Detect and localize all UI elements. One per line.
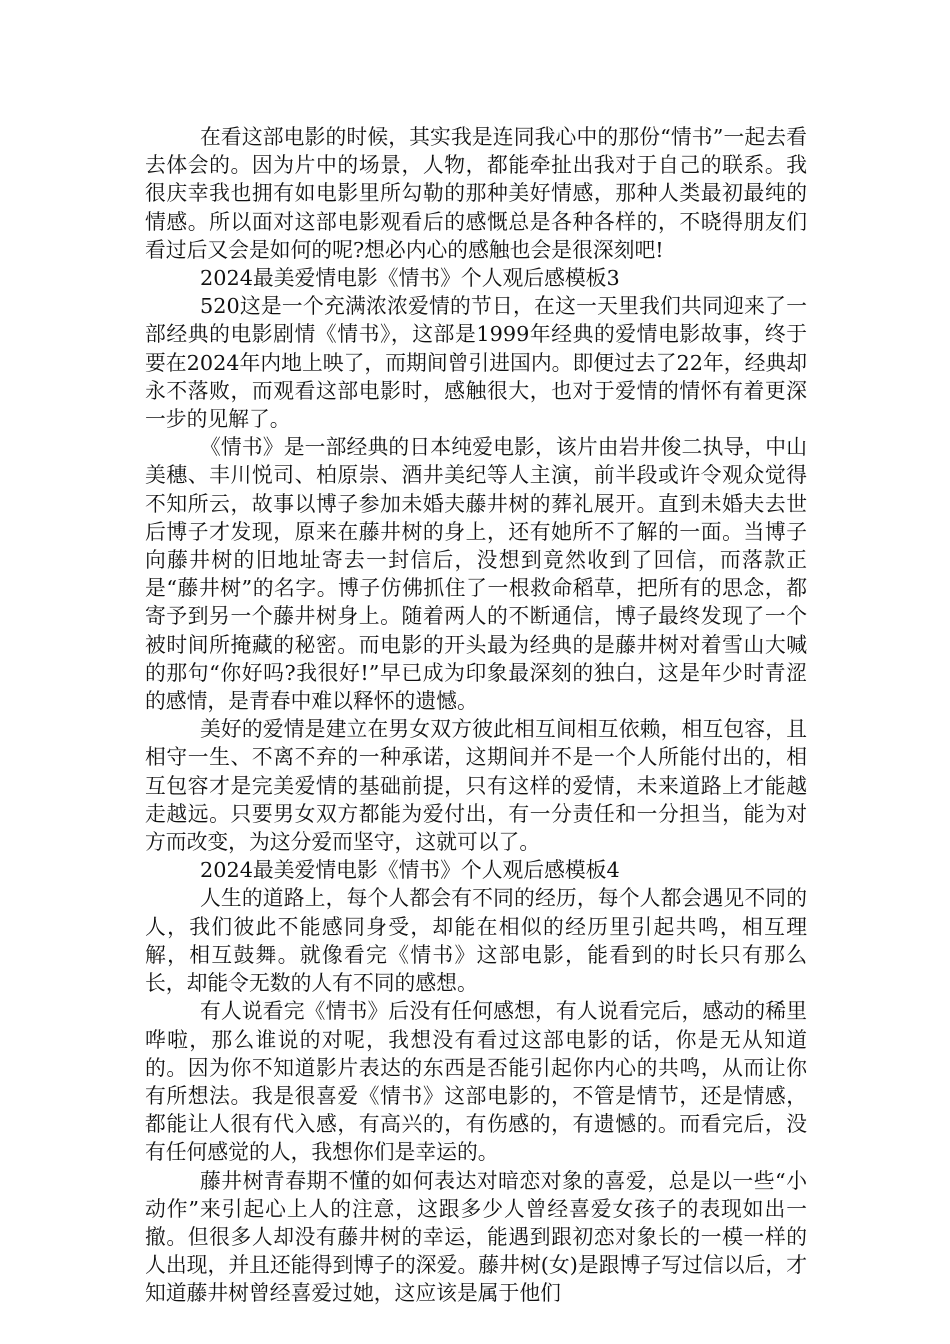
section-heading-template-4: 2024最美爱情电影《情书》个人观后感模板4 [200,858,620,883]
paragraph-520-release: 520这是一个充满浓浓爱情的节日，在这一天里我们共同迎来了一部经典的电影剧情《情书》，这部是1999年经典的爱情电影故事，终于要在2024年内地上映了，而期间曾引进国内。即便过去了22年，经典却永不落败，而观看这部电影时，感触很大，也对于爱情的情怀有着更深一步的见解了。 [145,294,807,432]
document-page [145,123,807,1308]
paragraph-life-road: 人生的道路上，每个人都会有不同的经历，每个人都会遇见不同的人，我们彼此不能感同身受，却能在相似的经历里引起共鸣，相互理解，相互鼓舞。就像看完《情书》这部电影，能看到的时长只有那么长，却能令无数的人有不同的感想。 [145,886,807,996]
paragraph-reflection: 在看这部电影的时候，其实我是连同我心中的那份“情书”一起去看去体会的。因为片中的场景，人物，都能牵扯出我对于自己的联系。我很庆幸我也拥有如电影里所勾勒的那种美好情感，那种人类最初最纯的情感。所以面对这部电影观看后的感慨总是各种各样的，不晓得朋友们看过后又会是如何的呢?想必内心的感触也会是很深刻吧! [145,125,807,262]
paragraph-opinions: 有人说看完《情书》后没有任何感想，有人说看完后，感动的稀里哗啦，那么谁说的对呢，我想没有看过这部电影的话，你是无从知道的。因为你不知道影片表达的东西是否能引起你内心的共鸣，从而让你有所想法。我是很喜爱《情书》这部电影的，不管是情节，还是情感，都能让人很有代入感，有高兴的，有伤感的，有遗憾的。而看完后，没有任何感觉的人，我想你们是幸运的。 [145,999,807,1165]
paragraph-love-meaning: 美好的爱情是建立在男女双方彼此相互间相互依赖，相互包容，且相守一生、不离不弃的一种承诺，这期间并不是一个人所能付出的，相互包容才是完美爱情的基础前提，只有这样的爱情，未来道路上才能越走越远。只要男女双方都能为爱付出，有一分责任和一分担当，能为对方而改变，为这分爱而坚守，这就可以了。 [145,717,807,855]
paragraph-film-plot: 《情书》是一部经典的日本纯爱电影，该片由岩井俊二执导，中山美穗、丰川悦司、柏原崇、酒井美纪等人主演，前半段或许令观众觉得不知所云，故事以博子参加未婚夫藤井树的葬礼展开。直到未婚夫去世后博子才发现，原来在藤井树的身上，还有她所不了解的一面。当博子向藤井树的旧地址寄去一封信后，没想到竟然收到了回信，而落款正是“藤井树”的名字。博子仿佛抓住了一根救命稻草，把所有的思念，都寄予到另一个藤井树身上。随着两人的不断通信，博子最终发现了一个被时间所掩藏的秘密。而电影的开头最为经典的是藤井树对着雪山大喊的那句“你好吗?我很好!”早已成为印象最深刻的独白，这是年少时青涩的感情，是青春中难以释怀的遗憾。 [145,435,807,714]
section-heading-template-3: 2024最美爱情电影《情书》个人观后感模板3 [200,266,620,291]
paragraph-fujii-itsuki: 藤井树青春期不懂的如何表达对暗恋对象的喜爱，总是以一些“小动作”来引起心上人的注意，这跟多少人曾经喜爱女孩子的表现如出一撤。但很多人却没有藤井树的幸运，能遇到跟初恋对象长的一模一样的人出现，并且还能得到博子的深爱。藤井树(女)是跟博子写过信以后，才知道藤井树曾经喜爱过她，这应该是属于他们 [145,1168,807,1306]
